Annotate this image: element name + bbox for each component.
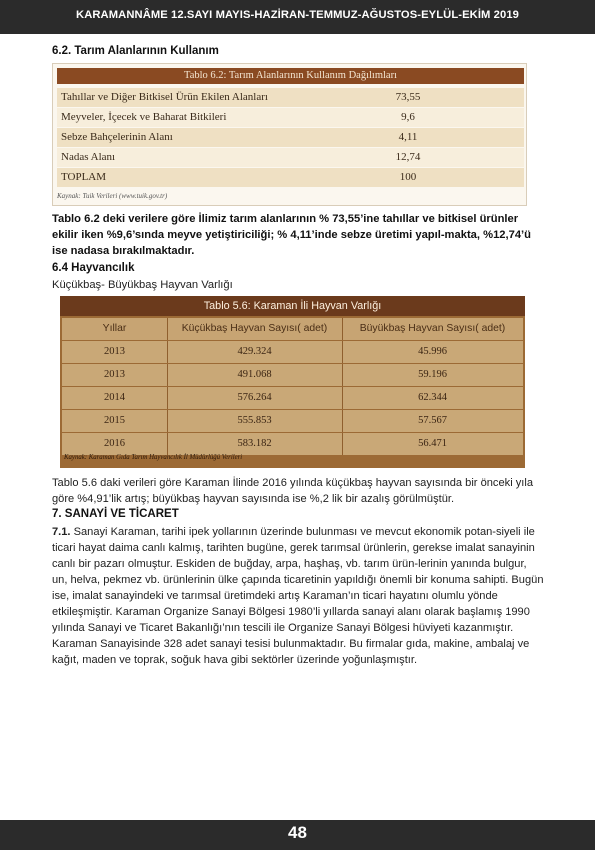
table-row	[62, 341, 523, 363]
cell-year: 2013	[104, 369, 125, 380]
cell-year: 2015	[104, 415, 125, 426]
table-livestock	[60, 296, 525, 468]
table-row	[62, 433, 523, 455]
table-row	[62, 364, 523, 386]
column-header-small-livestock: Küçükbaş Hayvan Sayısı( adet)	[181, 323, 328, 334]
table-source: Kaynak: Tuik Verileri (www.tuik.gov.tr)	[57, 192, 168, 200]
page-number: 48	[288, 823, 307, 842]
table-row	[62, 387, 523, 409]
table-row	[57, 148, 524, 167]
row-value: 73,55	[395, 91, 421, 103]
column-divider	[342, 410, 343, 432]
cell-year: 2014	[104, 392, 125, 403]
column-divider	[342, 364, 343, 386]
cell-small: 583.182	[237, 438, 272, 449]
row-label: Nadas Alanı	[61, 151, 116, 163]
column-divider	[342, 433, 343, 455]
paragraph-livestock: Tablo 5.6 daki verileri göre Karaman İlinde 2016 yılında küçükbaş hayvan sayısında bir önceki yıla göre %4,91’lik artış; büyükbaş hayvan sayısında ise %,2 lik bir azalış görülmüştür.	[52, 477, 534, 505]
cell-year: 2013	[104, 346, 125, 357]
paragraph-lead: 7.1.	[52, 526, 71, 538]
row-value: 9,6	[401, 111, 415, 123]
row-value: 12,74	[395, 151, 421, 163]
section-heading-7: 7. SANAYİ VE TİCARET	[52, 508, 179, 520]
row-label: Tahıllar ve Diğer Bitkisel Ürün Ekilen Alanları	[61, 91, 268, 103]
table-row	[57, 108, 524, 127]
row-label: Meyveler, İçecek ve Baharat Bitkileri	[61, 111, 227, 123]
column-divider	[167, 410, 168, 432]
row-value: 4,11	[398, 131, 418, 143]
table-caption: Tablo 5.6: Karaman İli Hayvan Varlığı	[60, 296, 525, 316]
section-heading-6-2: 6.2. Tarım Alanlarının Kullanım	[52, 45, 219, 57]
cell-small: 491.068	[237, 369, 272, 380]
column-header-large-livestock: Büyükbaş Hayvan Sayısı( adet)	[359, 323, 506, 334]
cell-small: 555.853	[237, 415, 272, 426]
table-land-use	[52, 63, 527, 206]
column-divider	[167, 433, 168, 455]
column-divider	[167, 364, 168, 386]
header-title: KARAMANNÂME 12.SAYI MAYIS-HAZİRAN-TEMMUZ-AĞUSTOS-EYLÜL-EKİM 2019	[76, 9, 519, 21]
cell-large: 57.567	[418, 415, 447, 426]
table-row	[62, 410, 523, 432]
column-divider	[342, 387, 343, 409]
row-label: TOPLAM	[61, 171, 107, 183]
column-divider	[167, 318, 168, 340]
cell-large: 62.344	[418, 392, 447, 403]
table-caption: Tablo 6.2: Tarım Alanlarının Kullanım Dağılımları	[57, 68, 524, 84]
column-divider	[342, 341, 343, 363]
column-divider	[167, 387, 168, 409]
column-divider	[167, 341, 168, 363]
table-row	[57, 88, 524, 107]
cell-year: 2016	[104, 438, 125, 449]
cell-large: 56.471	[418, 438, 447, 449]
table-source: Kaynak: Karaman Gıda Tarım Hayvancılık İl Müdürlüğü Verileri	[64, 454, 243, 461]
column-divider	[342, 318, 343, 340]
paragraph-land-use: Tablo 6.2 deki verilere göre İlimiz tarım alanlarının % 73,55’ine tahıllar ve bitkisel ürünler ekilir iken %9,6’sında meyve yetiştiriciliği; % 4,11’inde sebze üretimi yapıl-makta, %12,74’ü ise nadasa bırakılmaktadır.	[52, 213, 532, 257]
table-row-total	[57, 168, 524, 187]
subheading-livestock: Küçükbaş- Büyükbaş Hayvan Varlığı	[52, 279, 233, 291]
table-row	[57, 128, 524, 147]
paragraph-industry-text: Sanayi Karaman, tarihi ipek yollarının üzerinde bulunması ve mevcut ekonomik potan-siyeli ile ticari hayat daima canlı kalmış, tarihten bugüne, gerek tarımsal ürünlerin, gerekse imalat sanayinin canlı bir pazarı olmuştur. Eskiden de buğday, arpa, haşhaş, vb. tarım ürün-lerinin yanında bulgur, un, helva, pekmez vb. ürünlerinin ülke çapında ticaretinin yapıldığı önemli bir konuma sahipti. Bugün ise, imalat sanayindeki ve tarımsal üretimdeki artış Karaman’ın ticari hayatını olumlu yönde etkileşmiştir. Karaman Organize Sanayi Bölgesi 1980’li yıllarda sanayi alanı olarak başlamış 1990 yılında Sanayi ve Ticaret Bakanlığı’nın tescili ile Organize Sanayi Bölgesi hüviyeti kazanmıştır. Karaman Sanayisinde 328 adet sanayi tesisi bulunmaktadır. Bu firmalar gıda, makine, ambalaj ve kağıt, maden ve toprak, soğuk hava gibi sektörler üzerinde yoğunlaşmıştır.	[52, 526, 544, 666]
cell-small: 429.324	[237, 346, 272, 357]
section-heading-6-4: 6.4 Hayvancılık	[52, 262, 135, 274]
paragraph-industry	[52, 524, 544, 668]
table-header-row	[62, 318, 523, 340]
header-divider	[0, 32, 595, 34]
row-label: Sebze Bahçelerinin Alanı	[61, 131, 173, 143]
cell-small: 576.264	[237, 392, 272, 403]
column-header-years: Yıllar	[102, 323, 127, 334]
row-value: 100	[399, 171, 417, 183]
cell-large: 59.196	[418, 369, 447, 380]
cell-large: 45.996	[418, 346, 447, 357]
